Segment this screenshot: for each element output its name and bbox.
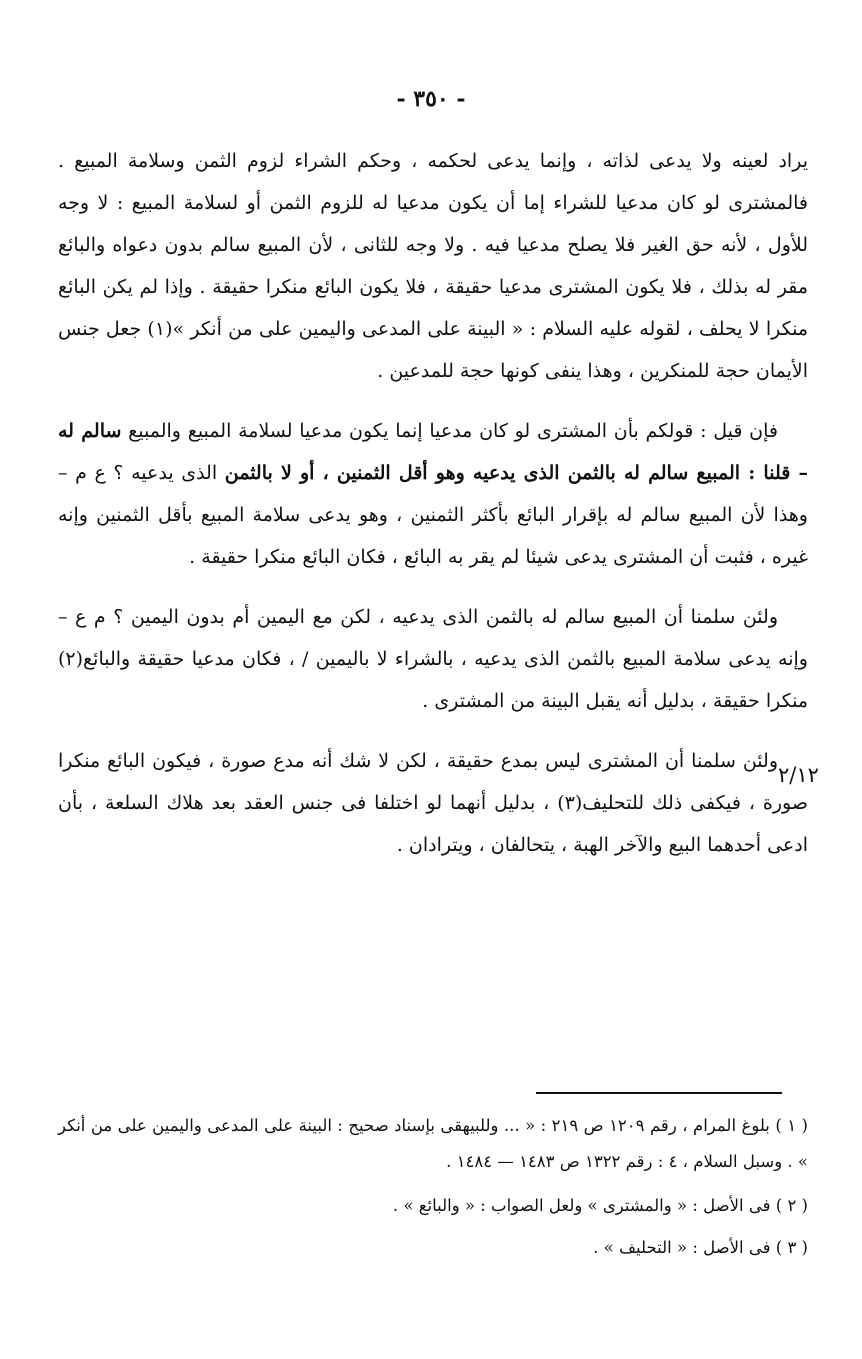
paragraph-2 xyxy=(58,410,808,578)
footnote-divider xyxy=(536,1092,782,1094)
paragraph-4: ولئن سلمنا أن المشترى ليس بمدع حقيقة ، لكن لا شك أنه مدع صورة ، فيكون البائع منكرا صورة ، فيكفى ذلك للتحليف(٣) ، بدليل أنهما لو اختلفا فى جنس العقد بعد هلاك السلعة ، بأن ادعى أحدهما البيع والآخر الهبة ، يتحالفان ، ويترادان . xyxy=(58,750,808,856)
footnote-2: ( ٢ ) فى الأصل : « والمشترى » ولعل الصواب : « والبائع » . xyxy=(392,1196,808,1215)
paragraph-2-rest: الذى يدعيه ؟ ع م – وهذا لأن المبيع سالم له بإقرار البائع بأكثر الثمنين ، وهو يدعى سلامة المبيع بأقل الثمنين وإنه غيره ، فثبت أن المشترى يدعى شيئا لم يقر به البائع ، فكان البائع منكرا حقيقة . xyxy=(58,462,808,568)
footnote-3: ( ٣ ) فى الأصل : « التحليف » . xyxy=(593,1238,808,1257)
footnotes xyxy=(58,1108,808,1272)
question-lead: فإن قيل : قولكم بأن المشترى لو كان مدعيا إنما يكون مدعيا لسلامة المبيع والمبيع xyxy=(128,420,779,442)
answer-bold: سالم له – قلنا : المبيع سالم له بالثمن الذى يدعيه وهو أقل الثمنين ، أو لا بالثمن xyxy=(58,420,808,484)
page-number: - ٣٥٠ - xyxy=(396,86,466,112)
margin-reference: ٢/١٢ xyxy=(778,763,819,787)
footnote-1: ( ١ ) بلوغ المرام ، رقم ١٢٠٩ ص ٢١٩ : « ... وللبيهقى بإسناد صحيح : البينة على المدعى واليمين على من أنكر » . وسبل السلام ، ٤ : رقم ١٣٢٢ ص ١٤٨٣ — ١٤٨٤ . xyxy=(58,1116,808,1171)
body-text xyxy=(58,140,808,884)
paragraph-3: ولئن سلمنا أن المبيع سالم له بالثمن الذى يدعيه ، لكن مع اليمين أم بدون اليمين ؟ م ع – وإنه يدعى سلامة المبيع بالثمن الذى يدعيه ، بالشراء لا باليمين / ، فكان مدعيا حقيقة والبائع(٢) منكرا حقيقة ، بدليل أنه يقبل البينة من المشترى . xyxy=(58,606,808,712)
paragraph-1: يراد لعينه ولا يدعى لذاته ، وإنما يدعى لحكمه ، وحكم الشراء لزوم الثمن وسلامة المبيع . فالمشترى لو كان مدعيا للشراء إما أن يكون مدعيا له للزوم الثمن أو لسلامة المبيع : لا وجه للأول ، لأنه حق الغير فلا يصلح مدعيا فيه . ولا وجه للثانى ، لأن المبيع سالم بدون دعواه والبائع مقر له بذلك ، فلا يكون المشترى مدعيا حقيقة ، فلا يكون البائع منكرا حقيقة . وإذا لم يكن البائع منكرا لا يحلف ، لقوله عليه السلام : « البينة على المدعى واليمين على من أنكر »(١) جعل جنس الأيمان حجة للمنكرين ، وهذا ينفى كونها حجة للمدعين . xyxy=(58,150,809,382)
